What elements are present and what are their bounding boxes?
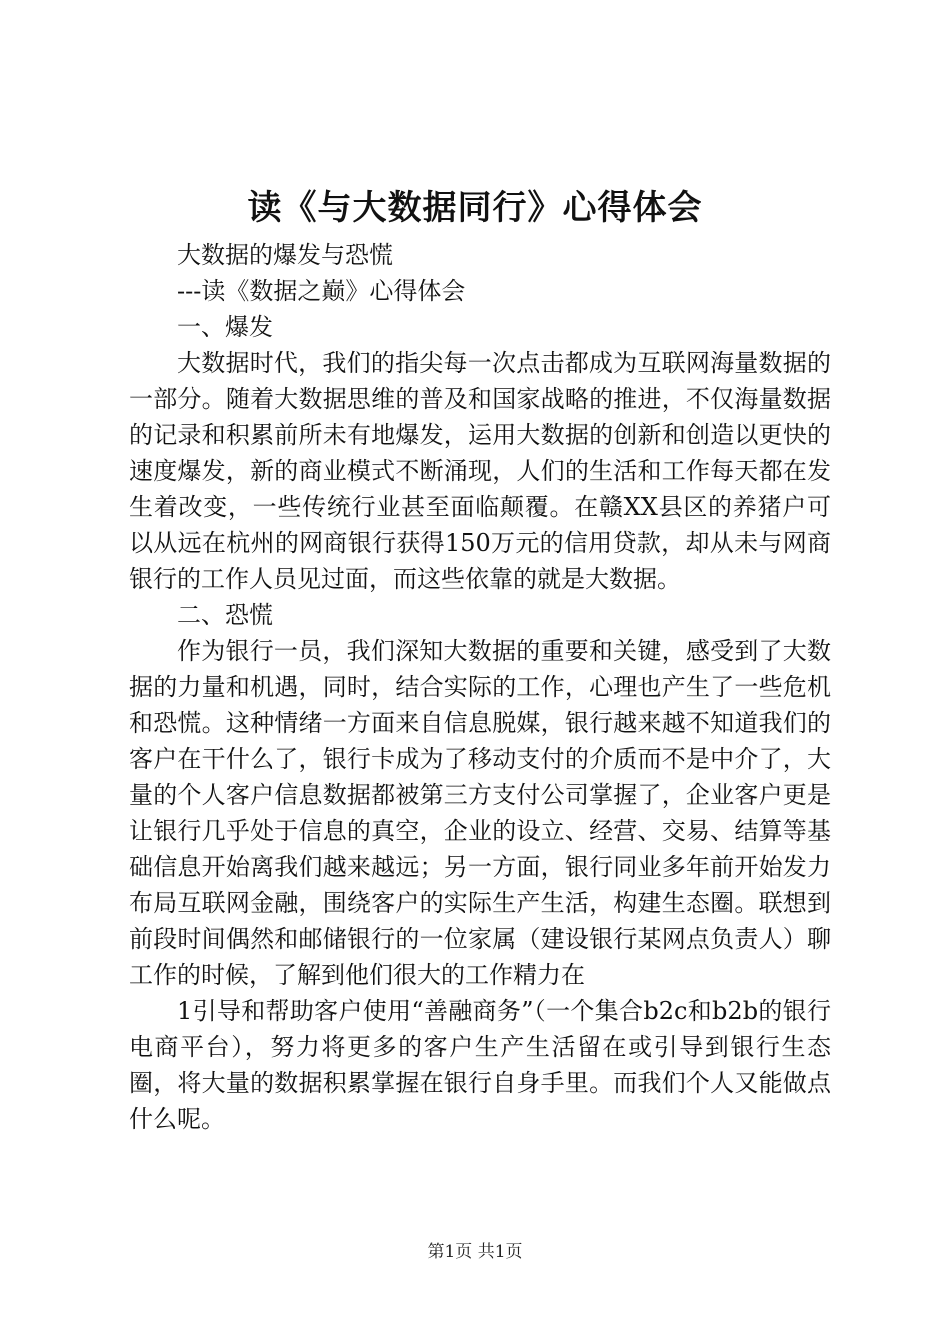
paragraph-outbreak: 大数据时代，我们的指尖每一次点击都成为互联网海量数据的一部分。随着大数据思维的普及和国家战略的推进，不仅海量数据的记录和积累前所未有地爆发，运用大数据的创新和创造以更快的速度爆发，新的商业模式不断涌现，人们的生活和工作每天都在发生着改变，一些传统行业甚至面临颠覆。在赣XX县区的养猪户可以从远在杭州的网商银行获得150万元的信用贷款，却从未与网商银行的工作人员见过面，而这些依靠的就是大数据。 <box>129 349 831 593</box>
paragraph-panic-2: 1引导和帮助客户使用“善融商务”（一个集合b2c和b2b的银行电商平台），努力将更多的客户生产生活留在或引导到银行生态圈，将大量的数据积累掌握在银行自身手里。而我们个人又能做点什么呢。 <box>129 997 831 1133</box>
page-footer: 第1页 共1页 <box>427 1242 523 1262</box>
document-body <box>129 237 831 1137</box>
subtitle-secondary: ---读《数据之巅》心得体会 <box>177 277 466 305</box>
section-heading-outbreak: 一、爆发 <box>177 313 273 341</box>
paragraph-panic-1: 作为银行一员，我们深知大数据的重要和关键，感受到了大数据的力量和机遇，同时，结合实际的工作，心理也产生了一些危机和恐慌。这种情绪一方面来自信息脱媒，银行越来越不知道我们的客户在干什么了，银行卡成为了移动支付的介质而不是中介了，大量的个人客户信息数据都被第三方支付公司掌握了，企业客户更是让银行几乎处于信息的真空，企业的设立、经营、交易、结算等基础信息开始离我们越来越远；另一方面，银行同业多年前开始发力布局互联网金融，围绕客户的实际生产生活，构建生态圈。联想到前段时间偶然和邮储银行的一位家属（建设银行某网点负责人）聊工作的时候，了解到他们很大的工作精力在 <box>129 637 831 989</box>
document-title: 读《与大数据同行》心得体会 <box>247 188 703 228</box>
subtitle: 大数据的爆发与恐慌 <box>177 241 393 269</box>
section-heading-panic: 二、恐慌 <box>177 601 273 629</box>
